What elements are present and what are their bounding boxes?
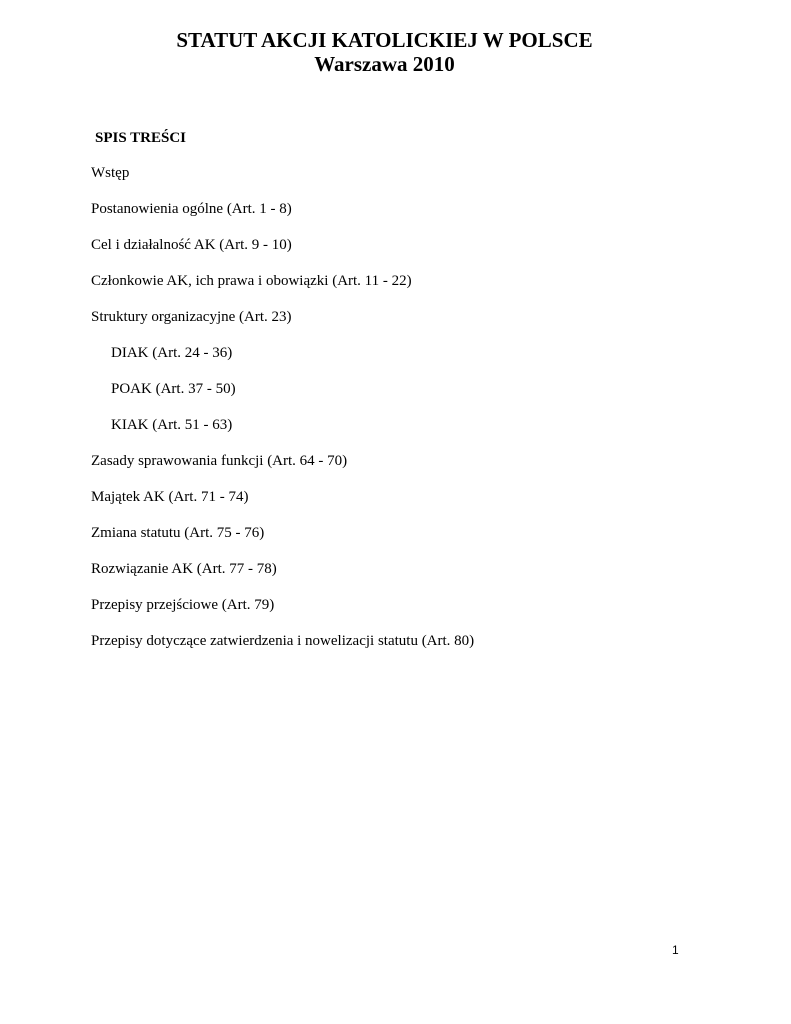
title-block — [0, 28, 769, 76]
toc-item: Przepisy przejściowe (Art. 79) — [91, 597, 275, 613]
toc-heading: SPIS TREŚCI — [95, 130, 187, 146]
toc-item: Cel i działalność AK (Art. 9 - 10) — [91, 237, 292, 253]
toc-item: Wstęp — [91, 165, 130, 181]
toc-subitem: DIAK (Art. 24 - 36) — [111, 345, 233, 361]
document-title: STATUT AKCJI KATOLICKIEJ W POLSCE — [176, 28, 593, 52]
toc-list — [91, 164, 474, 668]
toc-item: Rozwiązanie AK (Art. 77 - 78) — [91, 561, 277, 577]
toc-item: Zasady sprawowania funkcji (Art. 64 - 70) — [91, 453, 348, 469]
toc-item: Członkowie AK, ich prawa i obowiązki (Art. 11 - 22) — [91, 273, 412, 289]
toc-item: Struktury organizacyjne (Art. 23) — [91, 309, 292, 325]
toc-item: Zmiana statutu (Art. 75 - 76) — [91, 525, 265, 541]
document-subtitle: Warszawa 2010 — [314, 52, 455, 76]
page-number: 1 — [672, 943, 679, 957]
toc-subitem: POAK (Art. 37 - 50) — [111, 381, 236, 397]
toc-item: Przepisy dotyczące zatwierdzenia i nowelizacji statutu (Art. 80) — [91, 633, 475, 649]
toc-item: Postanowienia ogólne (Art. 1 - 8) — [91, 201, 292, 217]
toc-item: Majątek AK (Art. 71 - 74) — [91, 489, 249, 505]
toc-subitem: KIAK (Art. 51 - 63) — [111, 417, 233, 433]
